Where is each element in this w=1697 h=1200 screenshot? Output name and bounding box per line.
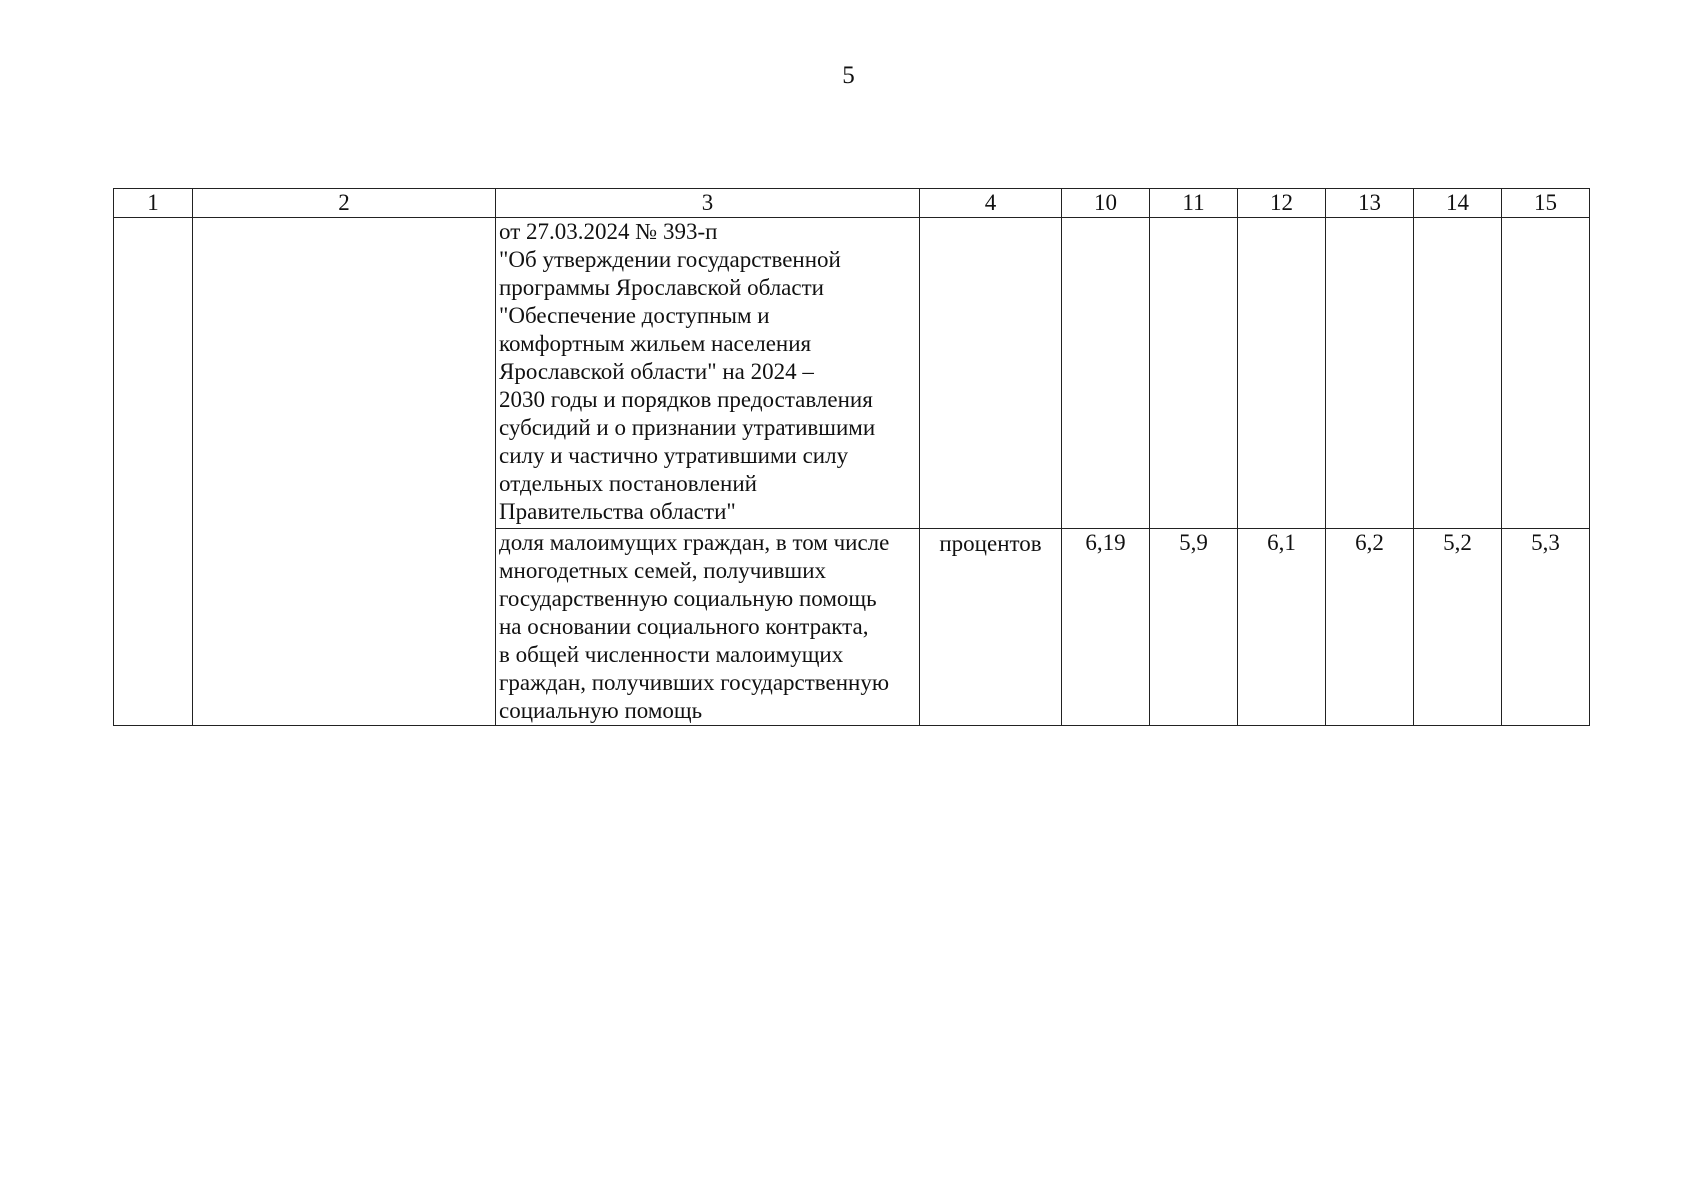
resolution-description-cell [496,218,920,529]
text-line: в общей численности малоимущих [499,642,844,667]
header-cell-2: 2 [193,189,496,218]
header-cell-11: 11 [1150,189,1238,218]
unit-cell [920,218,1062,529]
value-cell-11 [1150,218,1238,529]
text-line: Правительства области" [499,499,736,524]
indicator-table [113,188,1590,726]
value-cell-13 [1326,218,1414,529]
table-row [114,218,1590,529]
value-cell-15 [1502,218,1590,529]
header-cell-14: 14 [1414,189,1502,218]
page-number: 5 [842,62,855,89]
indicator-description-cell [496,529,920,726]
text-line: субсидий и о признании утратившими [499,415,876,440]
text-line: многодетных семей, получивших [499,558,827,583]
unit-cell: процентов [920,529,1062,726]
text-line: на основании социального контракта, [499,614,869,639]
value-cell-10: 6,19 [1062,529,1150,726]
header-cell-15: 15 [1502,189,1590,218]
header-cell-3: 3 [496,189,920,218]
text-line: доля малоимущих граждан, в том числе [499,530,890,555]
text-line: "Обеспечение доступным и [499,303,770,328]
value-cell-11: 5,9 [1150,529,1238,726]
table-header-row [114,189,1590,218]
text-line: "Об утверждении государственной [499,247,841,272]
text-line: социальную помощь [499,698,703,723]
value-cell-12 [1238,218,1326,529]
value-cell-13: 6,2 [1326,529,1414,726]
text-line: граждан, получивших государственную [499,670,890,695]
cell-col1 [114,218,193,726]
value-cell-14: 5,2 [1414,529,1502,726]
header-cell-10: 10 [1062,189,1150,218]
text-line: комфортным жильем населения [499,331,812,356]
value-cell-14 [1414,218,1502,529]
text-line: от 27.03.2024 № 393-п [499,219,718,244]
text-line: Ярославской области" на 2024 – [499,359,814,384]
value-cell-10 [1062,218,1150,529]
value-cell-15: 5,3 [1502,529,1590,726]
text-line: отдельных постановлений [499,471,757,496]
text-line: программы Ярославской области [499,275,824,300]
header-cell-1: 1 [114,189,193,218]
header-cell-13: 13 [1326,189,1414,218]
header-cell-12: 12 [1238,189,1326,218]
header-cell-4: 4 [920,189,1062,218]
text-line: силу и частично утратившими силу [499,443,849,468]
text-line: 2030 годы и порядков предоставления [499,387,873,412]
value-cell-12: 6,1 [1238,529,1326,726]
text-line: государственную социальную помощь [499,586,877,611]
cell-col2 [193,218,496,726]
